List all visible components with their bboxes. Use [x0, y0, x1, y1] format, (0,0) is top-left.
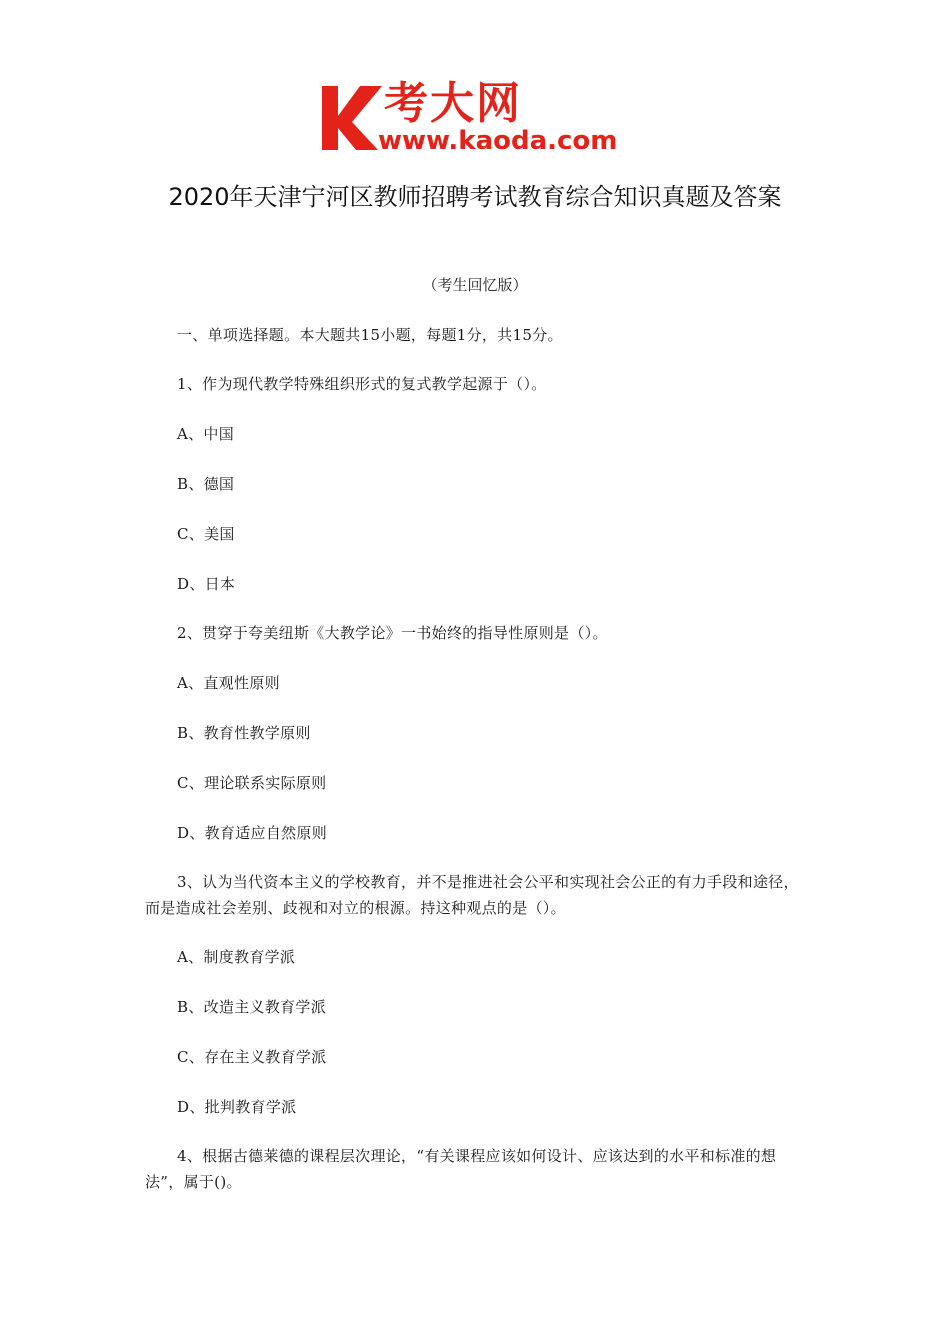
question-option: B、教育性教学原则	[177, 724, 311, 742]
question-option: B、改造主义教育学派	[177, 998, 327, 1016]
question-option: C、美国	[177, 525, 235, 543]
question-option: D、日本	[177, 575, 236, 593]
logo-brand-text: 考大网	[384, 78, 522, 129]
question-stem: 2、贯穿于夸美纽斯《大教学论》一书始终的指导性原则是（）。	[177, 624, 608, 642]
question-option: A、直观性原则	[177, 674, 280, 692]
question-option: A、制度教育学派	[177, 948, 296, 966]
question-stem: 3、认为当代资本主义的学校教育，并不是推进社会公平和实现社会公正的有力手段和途径，而是造成社会差别、歧视和对立的根源。持这种观点的是（）。	[145, 873, 799, 917]
logo-url-text: www.kaoda.com	[378, 126, 618, 156]
section-heading: 一、单项选择题。本大题共15小题，每题1分，共15分。	[177, 326, 563, 344]
question-stem: 4、根据古德莱德的课程层次理论，“有关课程应该如何设计、应该达到的水平和标准的想法”，属于()。	[145, 1147, 777, 1191]
question-option: C、理论联系实际原则	[177, 774, 327, 792]
document-title: 2020年天津宁河区教师招聘考试教育综合知识真题及答案	[168, 183, 782, 211]
question-option: A、中国	[177, 425, 235, 443]
question-stem: 1、作为现代教学特殊组织形式的复式教学起源于（）。	[177, 375, 547, 393]
question-option: B、德国	[177, 475, 235, 493]
kaoda-logo	[318, 78, 638, 160]
document-subtitle: （考生回忆版）	[422, 276, 528, 294]
question-option: D、批判教育学派	[177, 1098, 297, 1116]
question-option: D、教育适应自然原则	[177, 824, 328, 842]
question-option: C、存在主义教育学派	[177, 1048, 327, 1066]
